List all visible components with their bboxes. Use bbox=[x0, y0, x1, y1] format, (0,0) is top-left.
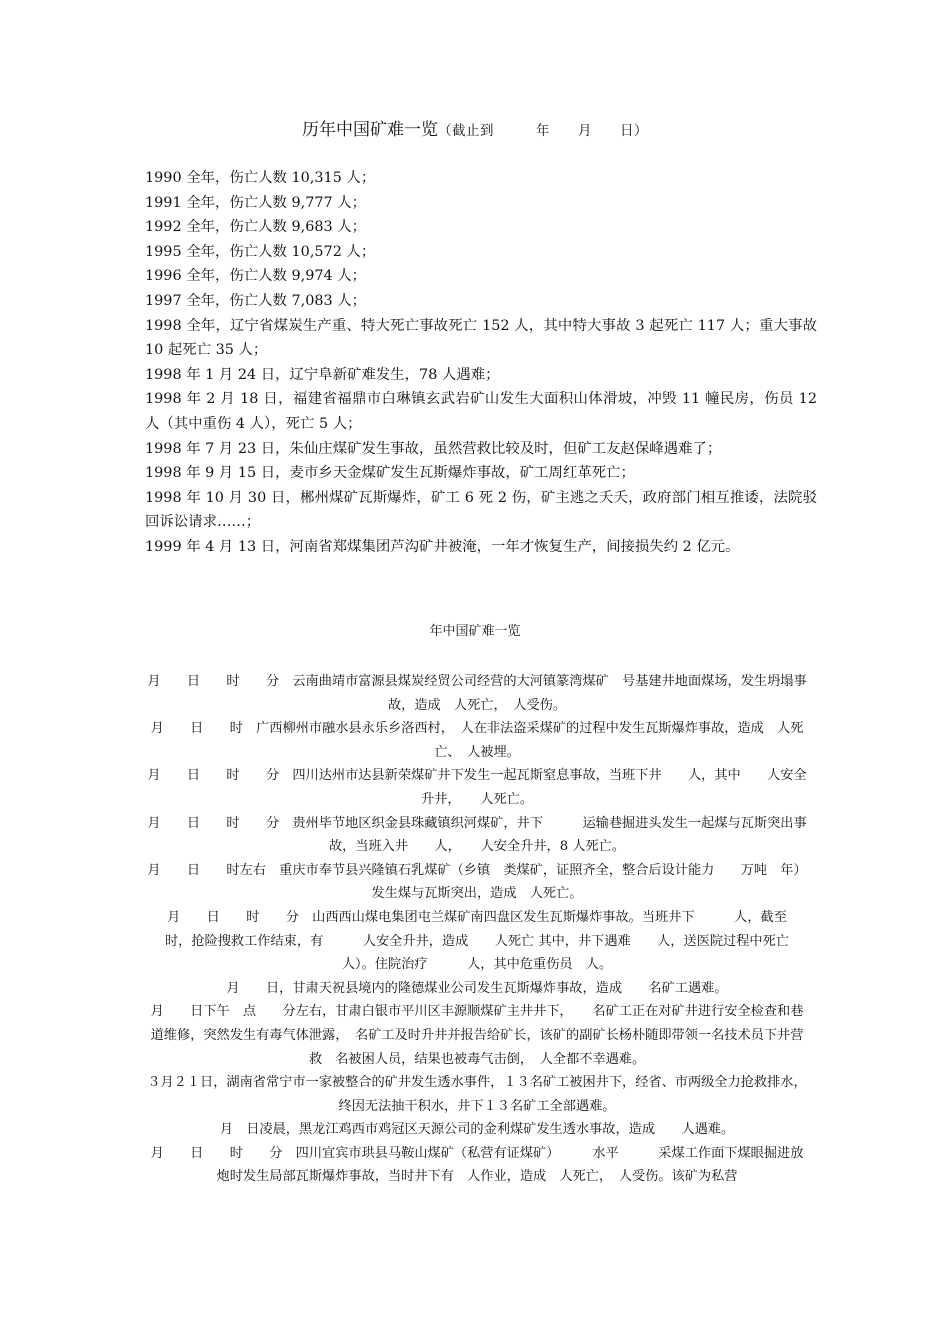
document-title-date: （截止到 年 月 日） bbox=[438, 123, 648, 139]
incident-item: ３月２１日，湖南省常宁市一家被整合的矿井发生透水事件，１３名矿工被困井下，经省、市两级全力抢救排水，终因无法抽干积水，井下１３名矿工全部遇难。 bbox=[147, 1075, 807, 1114]
summary-item: 1990 全年，伤亡人数 10,315 人； bbox=[145, 170, 376, 186]
document-title bbox=[0, 119, 950, 142]
incident-item: 月 日 时 分 贵州毕节地区织金县珠藏镇织河煤矿，井下 运输巷掘进头发生一起煤与瓦斯突出事故，当班入井 人， 人安全升井，8 人死亡。 bbox=[147, 815, 807, 855]
section-title: 年中国矿难一览 bbox=[429, 624, 521, 639]
summary-item: 1997 全年，伤亡人数 7,083 人； bbox=[145, 292, 367, 309]
incident-item: 月 日，甘肃天祝县境内的隆德煤业公司发生瓦斯爆炸事故，造成 名矿工遇难。 bbox=[226, 980, 728, 996]
summary-item: 1998 全年，辽宁省煤炭生产重、特大死亡事故死亡 152 人，其中特大事故 3 起死亡 117 人；重大事故 10 起死亡 35 人； bbox=[145, 317, 817, 359]
incident-item: 月 日 时 广西柳州市融水县永乐乡洛西村， 人在非法盗采煤矿的过程中发生瓦斯爆炸事故，造成 人死亡、 人被埋。 bbox=[150, 721, 804, 760]
summary-item: 1998 年 9 月 15 日，麦市乡天金煤矿发生瓦斯爆炸事故，矿工周红革死亡； bbox=[145, 465, 635, 482]
summary-item: 1992 全年，伤亡人数 9,683 人； bbox=[145, 219, 367, 236]
incident-item: 月 日 时 分 山西西山煤电集团屯兰煤矿南四盘区发生瓦斯爆炸事故。当班井下 人，截至 时，抢险搜救工作结束，有 人安全升井，造成 人死亡 其中，井下遇难 人，送医院过程中死亡 人）。住院治疗 人，其中危重伤员 人。 bbox=[164, 909, 816, 973]
document-title-main: 历年中国矿难一览 bbox=[302, 120, 438, 140]
incident-item: 月 日凌晨，黑龙江鸡西市鸡冠区天源公司的金利煤矿发生透水事故，造成 人遇难。 bbox=[219, 1122, 735, 1138]
incident-item: 月 日 时 分 四川达州市达县新荣煤矿井下发生一起瓦斯窒息事故，当班下井 人，其中 人安全升井， 人死亡。 bbox=[147, 768, 807, 807]
summary-item: 1998 年 2 月 18 日，福建省福鼎市白琳镇玄武岩矿山发生大面积山体滑坡，冲毁 11 幢民房，伤员 12 人（其中重伤 4 人），死亡 5 人； bbox=[145, 391, 817, 432]
yearly-summary-list bbox=[145, 166, 817, 560]
incident-item: 月 日 时 分 四川宜宾市珙县马鞍山煤矿（私营有证煤矿） 水平 采煤工作面下煤眼掘进放炮时发生局部瓦斯爆炸事故，当时井下有 人作业，造成 人死亡， 人受伤。该矿为私营 bbox=[150, 1145, 804, 1185]
incident-item: 月 日 时 分 云南曲靖市富源县煤炭经贸公司经营的大河镇篆湾煤矿 号基建井地面煤场，发生坍塌事故，造成 人死亡， 人受伤。 bbox=[147, 674, 807, 713]
summary-item: 1999 年 4 月 13 日，河南省郑煤集团芦沟矿井被淹，一年才恢复生产，间接损失约 2 亿元。 bbox=[145, 538, 740, 555]
summary-item: 1998 年 10 月 30 日，郴州煤矿瓦斯爆炸，矿工 6 死 2 伤，矿主逃之夭夭，政府部门相互推诿，法院驳回诉讼请求……； bbox=[145, 489, 817, 531]
summary-item: 1996 全年，伤亡人数 9,974 人； bbox=[145, 268, 367, 285]
incident-list bbox=[145, 670, 816, 1189]
summary-item: 1998 年 1 月 24 日，辽宁阜新矿难发生，78 人遇难； bbox=[145, 366, 500, 383]
summary-item: 1998 年 7 月 23 日，朱仙庄煤矿发生事故，虽然营救比较及时，但矿工友赵保峰遇难了； bbox=[145, 440, 722, 457]
incident-item: 月 日下午 点 分左右，甘肃白银市平川区丰源顺煤矿主井井下， 名矿工正在对矿井进行安全检查和巷道维修，突然发生有毒气体泄露， 名矿工及时升井并报告给矿长，该矿的副矿长杨朴随即带领一名技术员下井营救 名被困人员，结果也被毒气击倒， 人全都不幸遇难。 bbox=[150, 1004, 804, 1067]
summary-item: 1991 全年，伤亡人数 9,777 人； bbox=[145, 194, 367, 211]
incident-item: 月 日 时左右 重庆市奉节县兴隆镇石乳煤矿（乡镇 类煤矿，证照齐全，整合后设计能力 万吨 年）发生煤与瓦斯突出，造成 人死亡。 bbox=[147, 862, 807, 902]
summary-item: 1995 全年，伤亡人数 10,572 人； bbox=[145, 243, 376, 260]
